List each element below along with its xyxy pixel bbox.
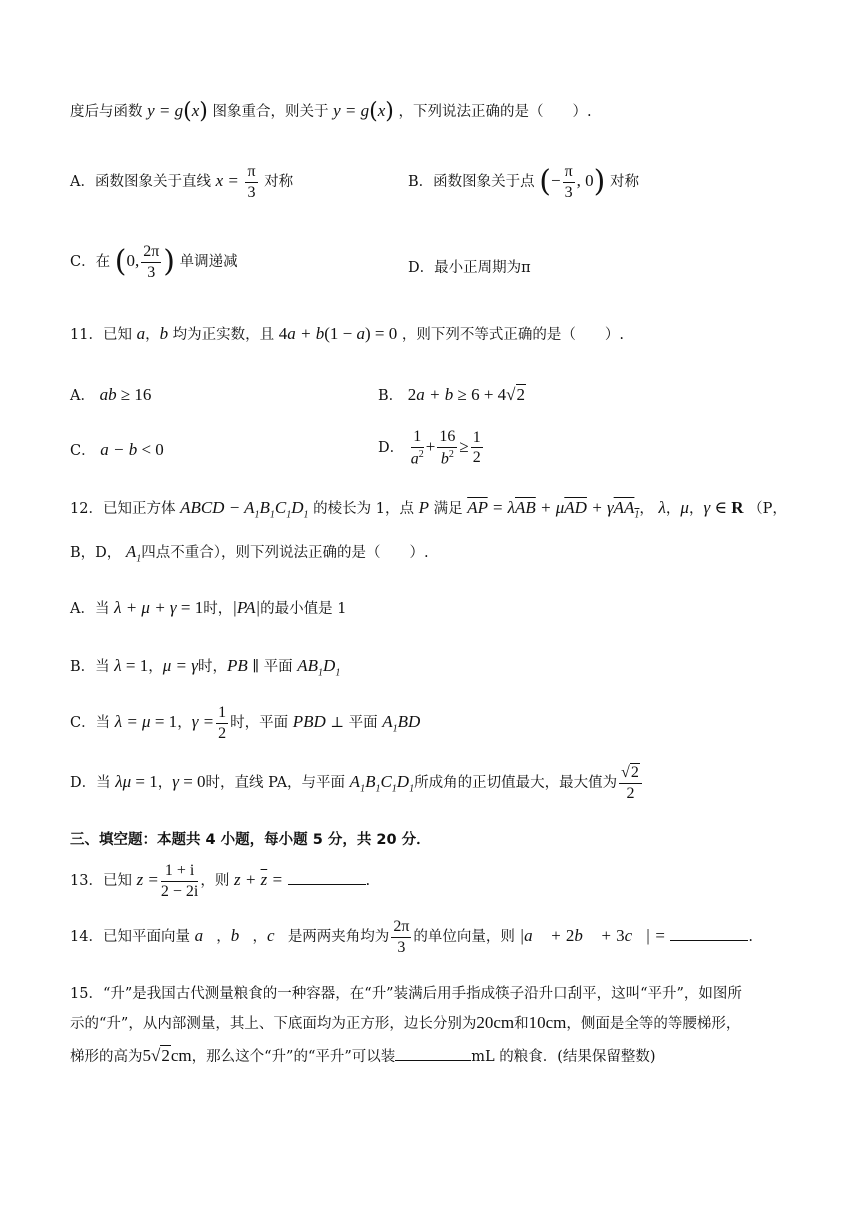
q12-option-b: B．当 λ = 1，μ = γ时，PB ∥ 平面 $AB_1D_1$ bbox=[70, 656, 341, 679]
q10-option-b: B．函数图象关于点 (− $\frac{\pi}{3}$ , 0) 对称 bbox=[408, 163, 639, 201]
q15-line2: 示的“升”，从内部测量，其上、下底面均为正方形，边长分别为20cm和10cm，侧面是全等的等腰梯形， bbox=[70, 1013, 741, 1032]
q12-option-a: A．当 λ + μ + γ = 1时，|PA|的最小值是 1 bbox=[70, 598, 347, 617]
q11-option-d: D． $\frac{1}{a^2}$ + $\frac{16}{b^2}$ ≥ $\frac{1}{2}$ bbox=[378, 428, 481, 467]
q12-stem-line2: B，D， $A_1$四点不重合），则下列说法正确的是（ ）. bbox=[70, 542, 429, 565]
answer-blank[interactable] bbox=[670, 926, 748, 941]
answer-blank[interactable] bbox=[288, 870, 366, 885]
q10-option-c: C．在 (0, $\frac{2\pi}{3}$ ) 单调递减 bbox=[70, 243, 238, 281]
formula-vector-ap: $\overline{AP} = \lambda\overline{AB} + \mu\overline{AD} + \gamma AA_1$ bbox=[467, 498, 640, 521]
fraction-pi-over-3: $\frac{\pi}{3}$ bbox=[247, 163, 256, 201]
q11-option-c: C． a − b < 0 bbox=[70, 440, 164, 459]
formula-y-eq-gx-2: y = g(x) bbox=[333, 99, 394, 125]
q10-stem: 度后与函数 y = g(x) 图象重合，则关于 y = g(x) ，下列说法正确的是（ ）. bbox=[70, 99, 592, 125]
q10-option-d: D．最小正周期为π bbox=[408, 260, 531, 276]
q12-stem: 12．已知正方体 ABCD − $A_1B_1C_1D_1$ 的棱长为 1，点 P 满足 $\overline{AP} = \lambda\overline{AB} + \mu\overline{AD} + \gamma AA_1$， λ，μ，γ ∈ R （P， bbox=[70, 498, 787, 521]
q15-line1: 15．“升”是我国古代测量粮食的一种容器，在“升”装满后用手指成筷子沿升口刮平，这叫“平升”，如图所 bbox=[70, 986, 742, 1002]
q13: 13．已知 z = $\frac{1 + i}{2 - 2i}$ ，则 $z + \overline{z}$ = . bbox=[70, 862, 371, 900]
q15-line3: 梯形的高为5√2cm，那么这个“升”的“平升”可以装 mL 的粮食．(结果保留整数) bbox=[70, 1046, 656, 1065]
q11-stem: 11．已知 a，b 均为正实数，且 4a + b(1 − a) = 0 ，则下列不等式正确的是（ ）. bbox=[70, 324, 624, 343]
formula-constraint: 4a + b(1 − a) = 0 bbox=[278, 324, 398, 343]
q12-option-c: C．当 λ = μ = 1，γ = $\frac{1}{2}$ 时，平面 PBD ⊥ 平面 $A_1BD$ bbox=[70, 704, 421, 742]
q10-option-a: A．函数图象关于直线 x = $\frac{\pi}{3}$ 对称 bbox=[70, 163, 294, 201]
q12-option-d: D．当 λμ = 1，γ = 0时，直线 PA，与平面 $A_1B_1C_1D_1$所成角的正切值最大，最大值为 $\frac{√2}{2}$ bbox=[70, 764, 644, 802]
q14: 14．已知平面向量 a⃗，b⃗，c⃗是两两夹角均为 $\frac{2\pi}{3}$ 的单位向量，则 |a⃗ + 2b⃗ + 3c⃗| = . bbox=[70, 918, 753, 956]
q11-option-b: B． 2a + b ≥ 6 + 4√2 bbox=[378, 385, 525, 404]
q11-option-a: A． ab ≥ 16 bbox=[70, 385, 152, 404]
section-heading: 三、填空题：本题共 4 小题，每小题 5 分，共 20 分． bbox=[70, 832, 431, 848]
answer-blank[interactable] bbox=[395, 1046, 471, 1061]
formula-y-eq-gx: y = g(x) bbox=[147, 99, 208, 125]
